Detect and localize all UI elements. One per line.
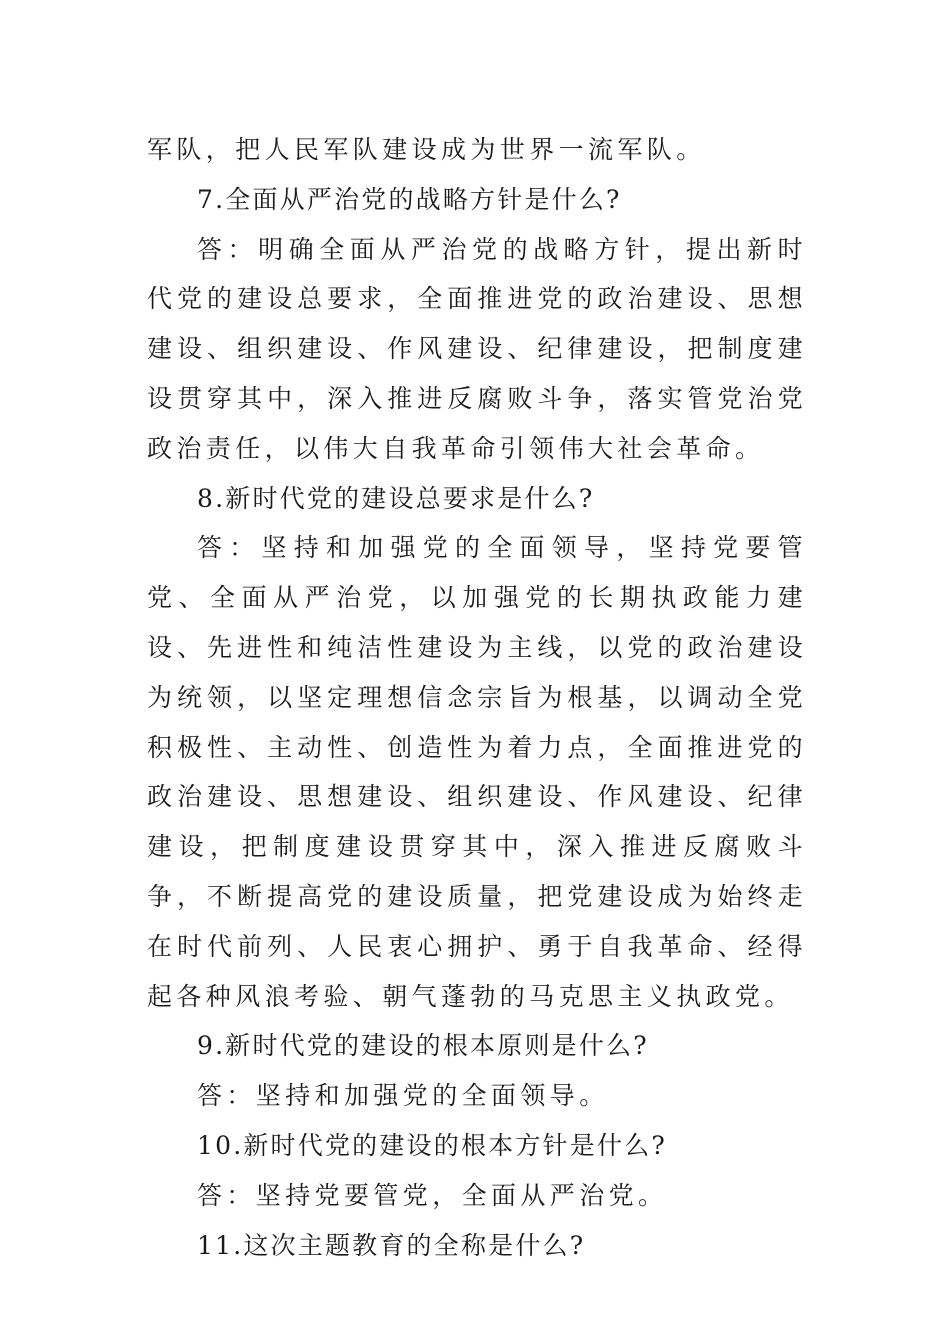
question-11: 11.这次主题教育的全称是什么? bbox=[197, 1230, 586, 1260]
question-8: 8.新时代党的建设总要求是什么? bbox=[197, 483, 595, 513]
paragraph-continuation: 军队，把人民军队建设成为世界一流军队。 bbox=[147, 135, 706, 164]
document-body bbox=[147, 125, 807, 1270]
question-7: 7.全面从严治党的战略方针是什么? bbox=[197, 184, 622, 214]
answer-9: 答：坚持和加强党的全面领导。 bbox=[197, 1081, 609, 1111]
answer-8: 答：坚持和加强党的全面领导，坚持党要管党、全面从严治党，以加强党的长期执政能力建设、先进性和纯洁性建设为主线，以党的政治建设为统领，以坚定理想信念宗旨为根基，以调动全党积极性、主动性、创造性为着力点，全面推进党的政治建设、思想建设、组织建设、作风建设、纪律建设，把制度建设贯穿其中，深入推进反腐败斗争，不断提高党的建设质量，把党建设成为始终走在时代前列、人民衷心拥护、勇于自我革命、经得起各种风浪考验、朝气蓬勃的马克思主义执政党。 bbox=[147, 533, 807, 1011]
question-10: 10.新时代党的建设的根本方针是什么? bbox=[197, 1130, 667, 1160]
answer-10: 答：坚持党要管党，全面从严治党。 bbox=[197, 1180, 668, 1210]
question-9: 9.新时代党的建设的根本原则是什么? bbox=[197, 1031, 649, 1061]
answer-7: 答：明确全面从严治党的战略方针，提出新时代党的建设总要求，全面推进党的政治建设、思想建设、组织建设、作风建设、纪律建设，把制度建设贯穿其中，深入推进反腐败斗争，落实管党治党政治责任，以伟大自我革命引领伟大社会革命。 bbox=[147, 234, 807, 463]
